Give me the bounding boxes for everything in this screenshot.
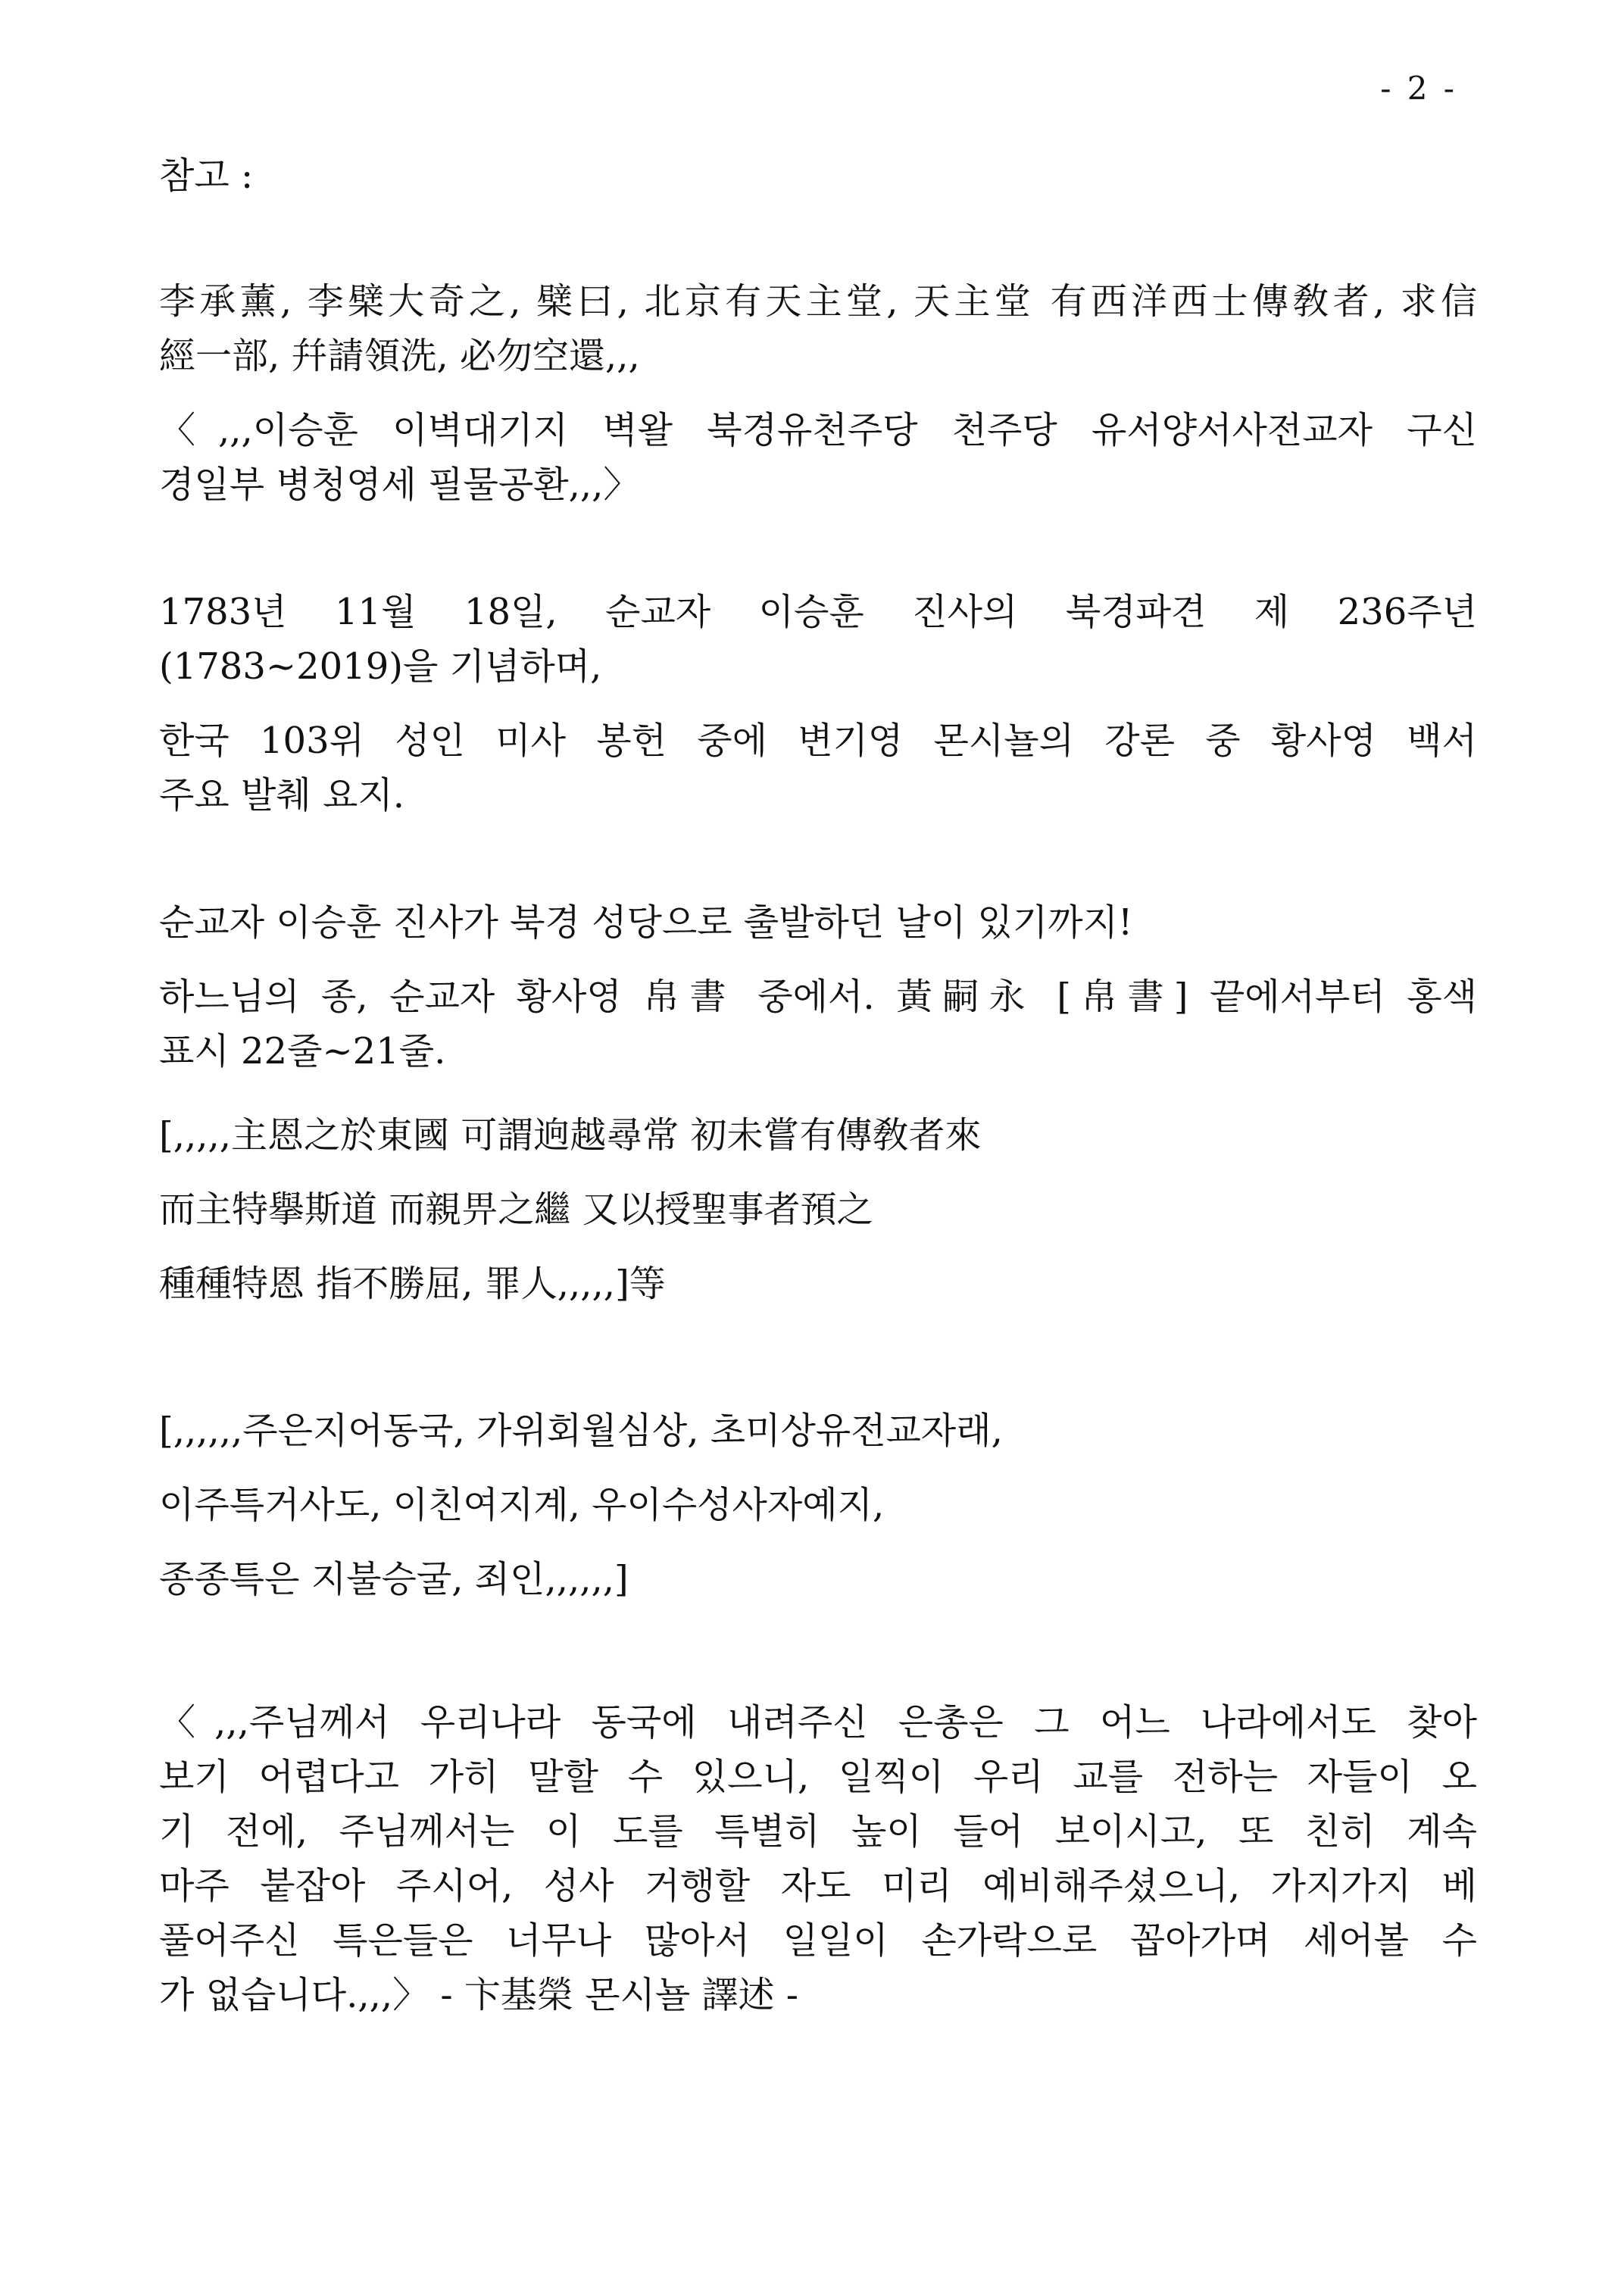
translation-line: 〈,,,주님께서 우리나라 동국에 내려주신 은총은 그 어느 나라에서도 찾아 [159,1701,1477,1744]
summary-intro [159,713,1477,823]
anniversary-paragraph [159,585,1477,694]
silk-letter-intro [159,970,1477,1079]
silk-letter-hanja-line: 種種特恩 指不勝屈, 罪人,,,,,]等 [159,1263,666,1305]
anniversary-line: (1783~2019)을 기념하며, [159,645,602,688]
silk-letter-reading [159,1394,1477,1616]
silk-letter-reading-line: 종종특은 지불승굴, 죄인,,,,,,] [159,1558,629,1600]
translation-paragraph [159,1695,1477,2022]
hanja-quote-line: 李承薰, 李檗大奇之, 檗曰, 北京有天主堂, 天主堂 有西洋西士傳敎者, 求信 [159,280,1477,323]
summary-intro-line: 주요 발췌 요지. [159,774,404,817]
silk-letter-intro-line: 표시 22줄~21줄. [159,1030,446,1073]
hanja-reading-line: 〈,,,이승훈 이벽대기지 벽왈 북경유천주당 천주당 유서양서사전교자 구신 [159,409,1477,451]
silk-letter-intro-line: 하느님의 종, 순교자 황사영 帛書 중에서. 黃嗣永 [帛書] 끝에서부터 홍색 [159,976,1477,1018]
hanja-reading-line: 경일부 병청영세 필물공환,,,〉 [159,464,640,506]
translation-line: 가 없습니다.,,,〉 - 卞基榮 몬시뇰 譯述 - [159,1974,798,2016]
translation-line: 기 전에, 주님께서는 이 도를 특별히 높이 들어 보이시고, 또 친히 계속 [159,1810,1477,1853]
hanja-quote-line: 經一部, 幷請領洗, 必勿空還,,, [159,335,640,377]
translation-line: 보기 어렵다고 가히 말할 수 있으니, 일찍이 우리 교를 전하는 자들이 오 [159,1756,1477,1798]
hanja-quote [159,274,1477,383]
hanja-reading [159,403,1477,512]
silk-letter-hanja-line: [,,,,,主恩之於東國 可謂逈越尋常 初未嘗有傳敎者來 [159,1114,982,1157]
document-body [159,148,1477,2022]
silk-letter-reading-line: [,,,,,,주은지어동국, 가위회월심상, 초미상유전교자래, [159,1410,1003,1452]
silk-letter-hanja [159,1098,1477,1321]
silk-letter-hanja-line: 而主特擧斯道 而親畀之繼 又以授聖事者預之 [159,1188,873,1231]
summary-intro-line: 한국 103위 성인 미사 봉헌 중에 변기영 몬시뇰의 강론 중 황사영 백서 [159,720,1477,762]
until-day-line: 순교자 이승훈 진사가 북경 성당으로 출발하던 날이 있기까지! [159,901,1133,944]
page-number: - 2 - [1380,70,1457,107]
silk-letter-reading-line: 이주특거사도, 이친여지계, 우이수성사자예지, [159,1484,885,1526]
translation-line: 풀어주신 특은들은 너무나 많아서 일일이 손가락으로 꼽아가며 세어볼 수 [159,1919,1477,1962]
anniversary-line: 1783년 11월 18일, 순교자 이승훈 진사의 북경파견 제 236주년 [159,591,1477,633]
reference-label: 참고 : [159,155,254,197]
translation-line: 마주 붙잡아 주시어, 성사 거행할 자도 미리 예비해주셨으니, 가지가지 베 [159,1865,1477,1907]
